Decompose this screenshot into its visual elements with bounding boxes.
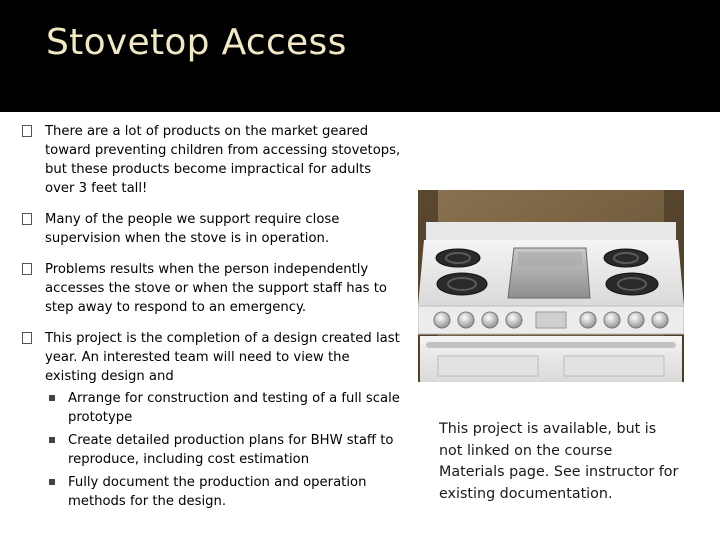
bullet-box-icon: [22, 213, 32, 225]
sub-bullet-item: [45, 473, 402, 511]
stove-photo: [418, 190, 684, 382]
bullet-text: Many of the people we support require close supervision when the stove is in operation.: [45, 212, 340, 246]
sub-bullet-item: [45, 389, 402, 427]
sub-bullet-list: [45, 389, 402, 511]
bullet-item: [22, 210, 402, 248]
bullet-box-icon: [22, 263, 32, 275]
slide-title: Stovetop Access: [46, 22, 347, 63]
square-bullet-icon: [49, 395, 55, 401]
square-bullet-icon: [49, 437, 55, 443]
bullet-text: There are a lot of products on the market geared toward preventing children from accessing stovetops, but these products become impractical for adults over 3 feet tall!: [45, 124, 401, 196]
bullet-item: [22, 260, 402, 317]
bullet-item: [22, 122, 402, 198]
sub-bullet-text: Fully document the production and operation methods for the design.: [68, 475, 367, 509]
bullet-item: [22, 329, 402, 511]
bullet-box-icon: [22, 332, 32, 344]
sub-bullet-text: Create detailed production plans for BHW staff to reproduce, including cost estimation: [68, 433, 394, 467]
bullet-text: This project is the completion of a design created last year. An interested team will need to view the existing design and: [45, 331, 400, 384]
availability-note: This project is available, but is not linked on the course Materials page. See instructor for existing documentation.: [439, 421, 679, 502]
sub-bullet-text: Arrange for construction and testing of a full scale prototype: [68, 391, 400, 425]
square-bullet-icon: [49, 479, 55, 485]
bullet-text: Problems results when the person independently accesses the stove or when the support staff has to step away to respond to an emergency.: [45, 262, 387, 315]
bullet-list: [22, 122, 402, 523]
sub-bullet-item: [45, 431, 402, 469]
bullet-box-icon: [22, 125, 32, 137]
